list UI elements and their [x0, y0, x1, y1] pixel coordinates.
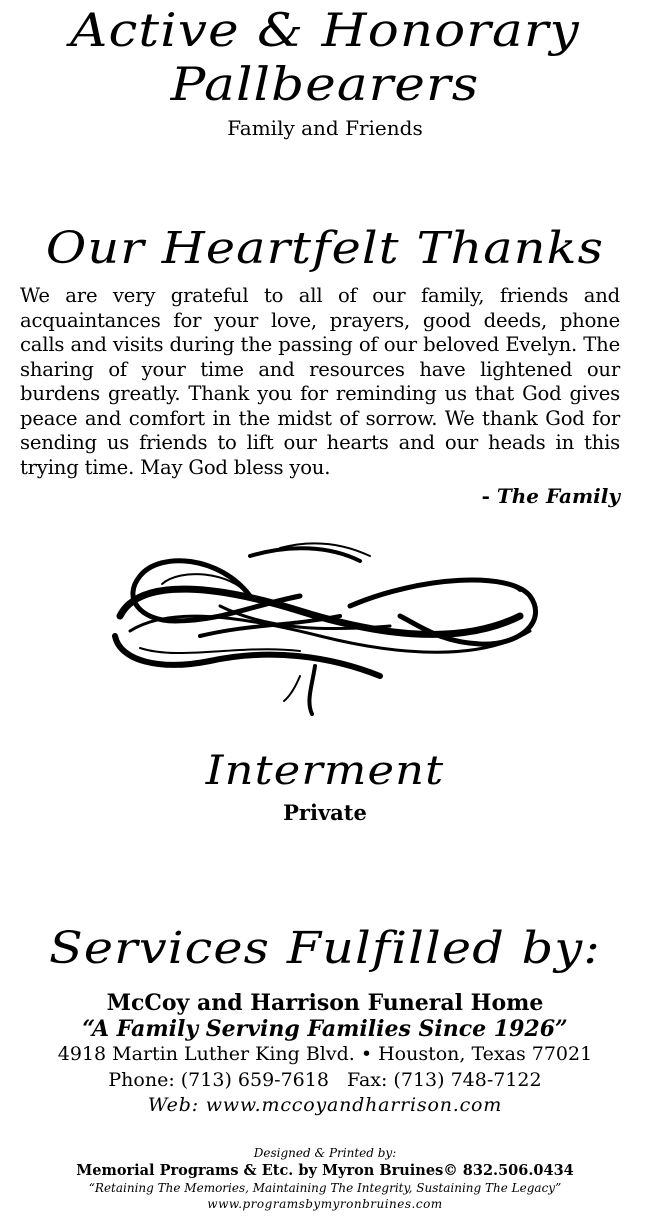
funeral-home-phone: Phone: (713) 659-7618 Fax: (713) 748-7122	[108, 1069, 542, 1091]
funeral-home-address: 4918 Martin Luther King Blvd. • Houston, Texas 77021	[57, 1043, 593, 1065]
interment-value: Private	[283, 800, 367, 825]
flourish-ornament-icon	[100, 536, 550, 716]
funeral-home-tagline: “A Family Serving Families Since 1926”	[82, 1016, 568, 1042]
printer-tagline: “Retaining The Memories, Maintaining The Integrity, Sustaining The Legacy”	[88, 1181, 562, 1195]
thanks-signature-name: The Family	[496, 484, 620, 508]
pallbearers-title-line2: Pallbearers	[170, 57, 480, 111]
funeral-home-web: Web: www.mccoyandharrison.com	[147, 1094, 503, 1116]
thanks-signature-dash: -	[481, 484, 497, 508]
pallbearers-subtitle: Family and Friends	[227, 116, 423, 140]
thanks-signature	[482, 484, 620, 508]
funeral-home-name: McCoy and Harrison Funeral Home	[106, 990, 544, 1016]
pallbearers-title-line1: Active & Honorary	[70, 3, 580, 57]
thanks-title: Our Heartfelt Thanks	[45, 223, 605, 274]
thanks-body: We are very grateful to all of our family, friends and acquaintances for your love, prayers, good deeds, phone calls and visits during the passing of our beloved Evelyn. The sharing of your time and resources have lightened our burdens greatly. Thank you for reminding us that God gives peace and comfort in the midst of sorrow. We thank God for sending us friends to lift our hearts and our heads in this trying time. May God bless you.	[20, 284, 620, 479]
printer-label: Designed & Printed by:	[253, 1146, 397, 1160]
printer-name: Memorial Programs & Etc. by Myron Bruines© 832.506.0434	[76, 1162, 574, 1179]
printer-web: www.programsbymyronbruines.com	[207, 1197, 443, 1211]
services-title: Services Fulfilled by:	[48, 923, 602, 974]
interment-title: Interment	[205, 748, 445, 794]
